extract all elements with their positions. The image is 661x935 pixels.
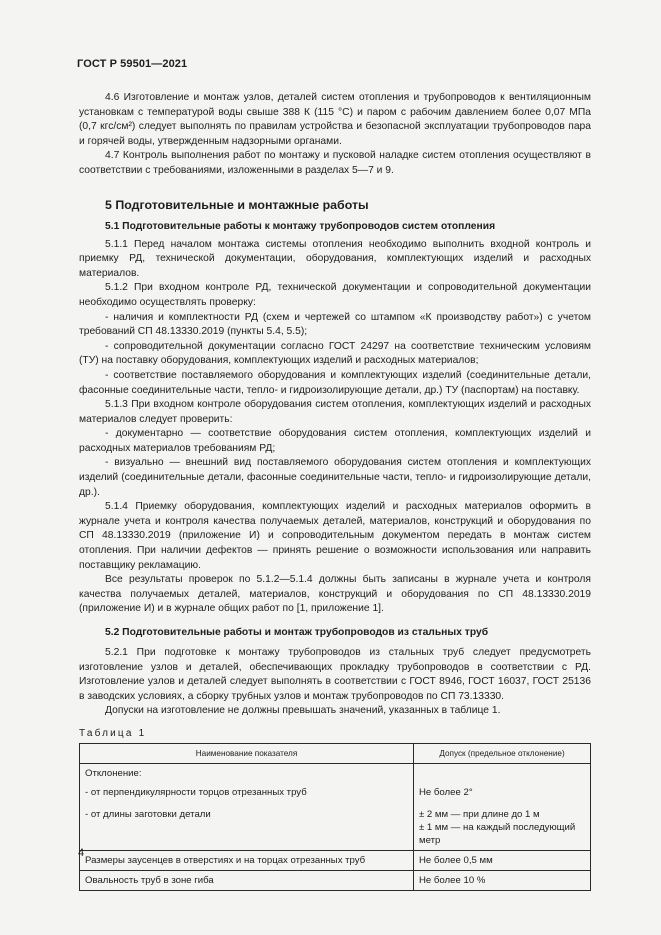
paragraph-5-1-3: 5.1.3 При входном контроле оборудования систем отопления, комплектующих изделий и расходных материалов следует проверить:: [79, 399, 591, 425]
tolerance-table: [79, 743, 591, 891]
table-row: [80, 850, 591, 870]
value-burrs: Не более 0,5 мм: [414, 850, 591, 870]
document-body: [79, 91, 591, 891]
column-header-indicator: Наименование показателя: [80, 743, 414, 763]
list-item: - соответствие поставляемого оборудования и комплектующих изделий (соединительные детали, фасонные соединительные части, тепло- и гидроизолирующие детали, др.) ТУ (паспортам) на поставку.: [79, 369, 591, 396]
table-cell: [80, 763, 414, 850]
paragraph-4-6: 4.6 Изготовление и монтаж узлов, деталей систем отопления и трубопроводов к вентиляционным установкам с температурой воды свыше 388 К (115 °С) и паром с рабочим давлением более 0,07 МПа (0,7 кгс/см²) следует выполнять по правилам устройства и безопасной эксплуатации трубопроводов пара и горячей воды, утвержденным надзорными органами.: [79, 92, 591, 147]
paragraph-5-1-2: 5.1.2 При входном контроле РД, технической документации и сопроводительной документации необходимо осуществлять проверку:: [79, 282, 591, 308]
paragraph-tolerances: Допуски на изготовление не должны превышать значений, указанных в таблице 1.: [105, 705, 501, 717]
subsection-5-1-heading: 5.1 Подготовительные работы к монтажу трубопроводов систем отопления: [105, 220, 496, 232]
subsection-5-2-heading: 5.2 Подготовительные работы и монтаж трубопроводов из стальных труб: [105, 627, 489, 638]
table-row: [80, 763, 591, 850]
value-length-1: ± 2 мм — при длине до 1 м: [419, 808, 540, 820]
table-caption: Таблица 1: [79, 727, 147, 739]
table-cell: [414, 763, 591, 850]
list-item: - визуально — внешний вид поставляемого оборудования систем отопления и комплектующих изделий (соединительные детали, фасонные соединительные части, тепло- и гидроизолирующие детали, др.).: [79, 457, 591, 498]
table-row: [80, 870, 591, 890]
row-label-perpendicularity: - от перпендикулярности торцов отрезанных труб: [85, 786, 307, 798]
list-item: - документарно — соответствие оборудования систем отопления, комплектующих изделий и расходных материалов требованиям РД;: [79, 428, 591, 454]
paragraph-results: Все результаты проверок по 5.1.2—5.1.4 должны быть записаны в журнале учета и контроля качества получаемых деталей, материалов, конструкций и оборудования по СП 48.13330.2019 (приложение И) и в журнале общих работ по [1, приложение 1].: [79, 574, 591, 615]
page-number: 4: [78, 847, 85, 859]
paragraph-5-1-1: 5.1.1 Перед началом монтажа системы отопления необходимо выполнить входной контроль и приемку РД, технической документации, оборудования, комплектующих изделий и расходных материалов.: [79, 238, 591, 279]
document-header: ГОСТ Р 59501—2021: [77, 58, 188, 70]
paragraph-5-2-1: 5.2.1 При подготовке к монтажу трубопроводов из стальных труб следует предусмотреть изготовление узлов и деталей, обеспечивающих прокладку трубопроводов в соответствии с РД. Изготовление узлов и деталей следует выполнять в соответствии с ГОСТ 8946, ГОСТ 16037, ГОСТ 25136 в заводских условиях, а сборку трубных узлов и монтаж трубопроводов по СП 73.13330.: [79, 647, 591, 702]
table-header-row: [80, 743, 591, 763]
row-label-ovality: Овальность труб в зоне гиба: [80, 870, 414, 890]
column-header-tolerance: Допуск (предельное отклонение): [414, 743, 591, 763]
paragraph-5-1-4: 5.1.4 Приемку оборудования, комплектующих изделий и расходных материалов оформить в журнале учета и контроля качества получаемых деталей, материалов, конструкций и оборудования по СП 48.13330.2019 (приложение И) и сопроводительным документом передать в монтаж систем отопления. При наличии дефектов — принять решение о возможности использования или направить поставщику рекламацию.: [79, 501, 591, 571]
section-5-heading: 5 Подготовительные и монтажные работы: [105, 197, 369, 212]
list-item: - наличия и комплектности РД (схем и чертежей со штампом «К производству работ») с учетом требований СП 48.13330.2019 (пункты 5.4, 5.5);: [79, 311, 591, 338]
list-item: - сопроводительной документации согласно ГОСТ 24297 на соответствие техническим условиям (ТУ) на поставку оборудования, комплектующих изделий и расходных материалов;: [79, 340, 591, 367]
group-label: Отклонение:: [85, 767, 142, 779]
row-label-length: - от длины заготовки детали: [85, 808, 211, 820]
row-label-burrs: Размеры заусенцев в отверстиях и на торцах отрезанных труб: [80, 850, 414, 870]
value-ovality: Не более 10 %: [414, 870, 591, 890]
value-length-2: ± 1 мм — на каждый последующий метр: [419, 821, 576, 846]
value-perpendicularity: Не более 2°: [419, 786, 473, 798]
paragraph-4-7: 4.7 Контроль выполнения работ по монтажу и пусковой наладке систем отопления осуществляют в соответствии с требованиями, изложенными в разделах 5—7 и 9.: [79, 150, 591, 176]
